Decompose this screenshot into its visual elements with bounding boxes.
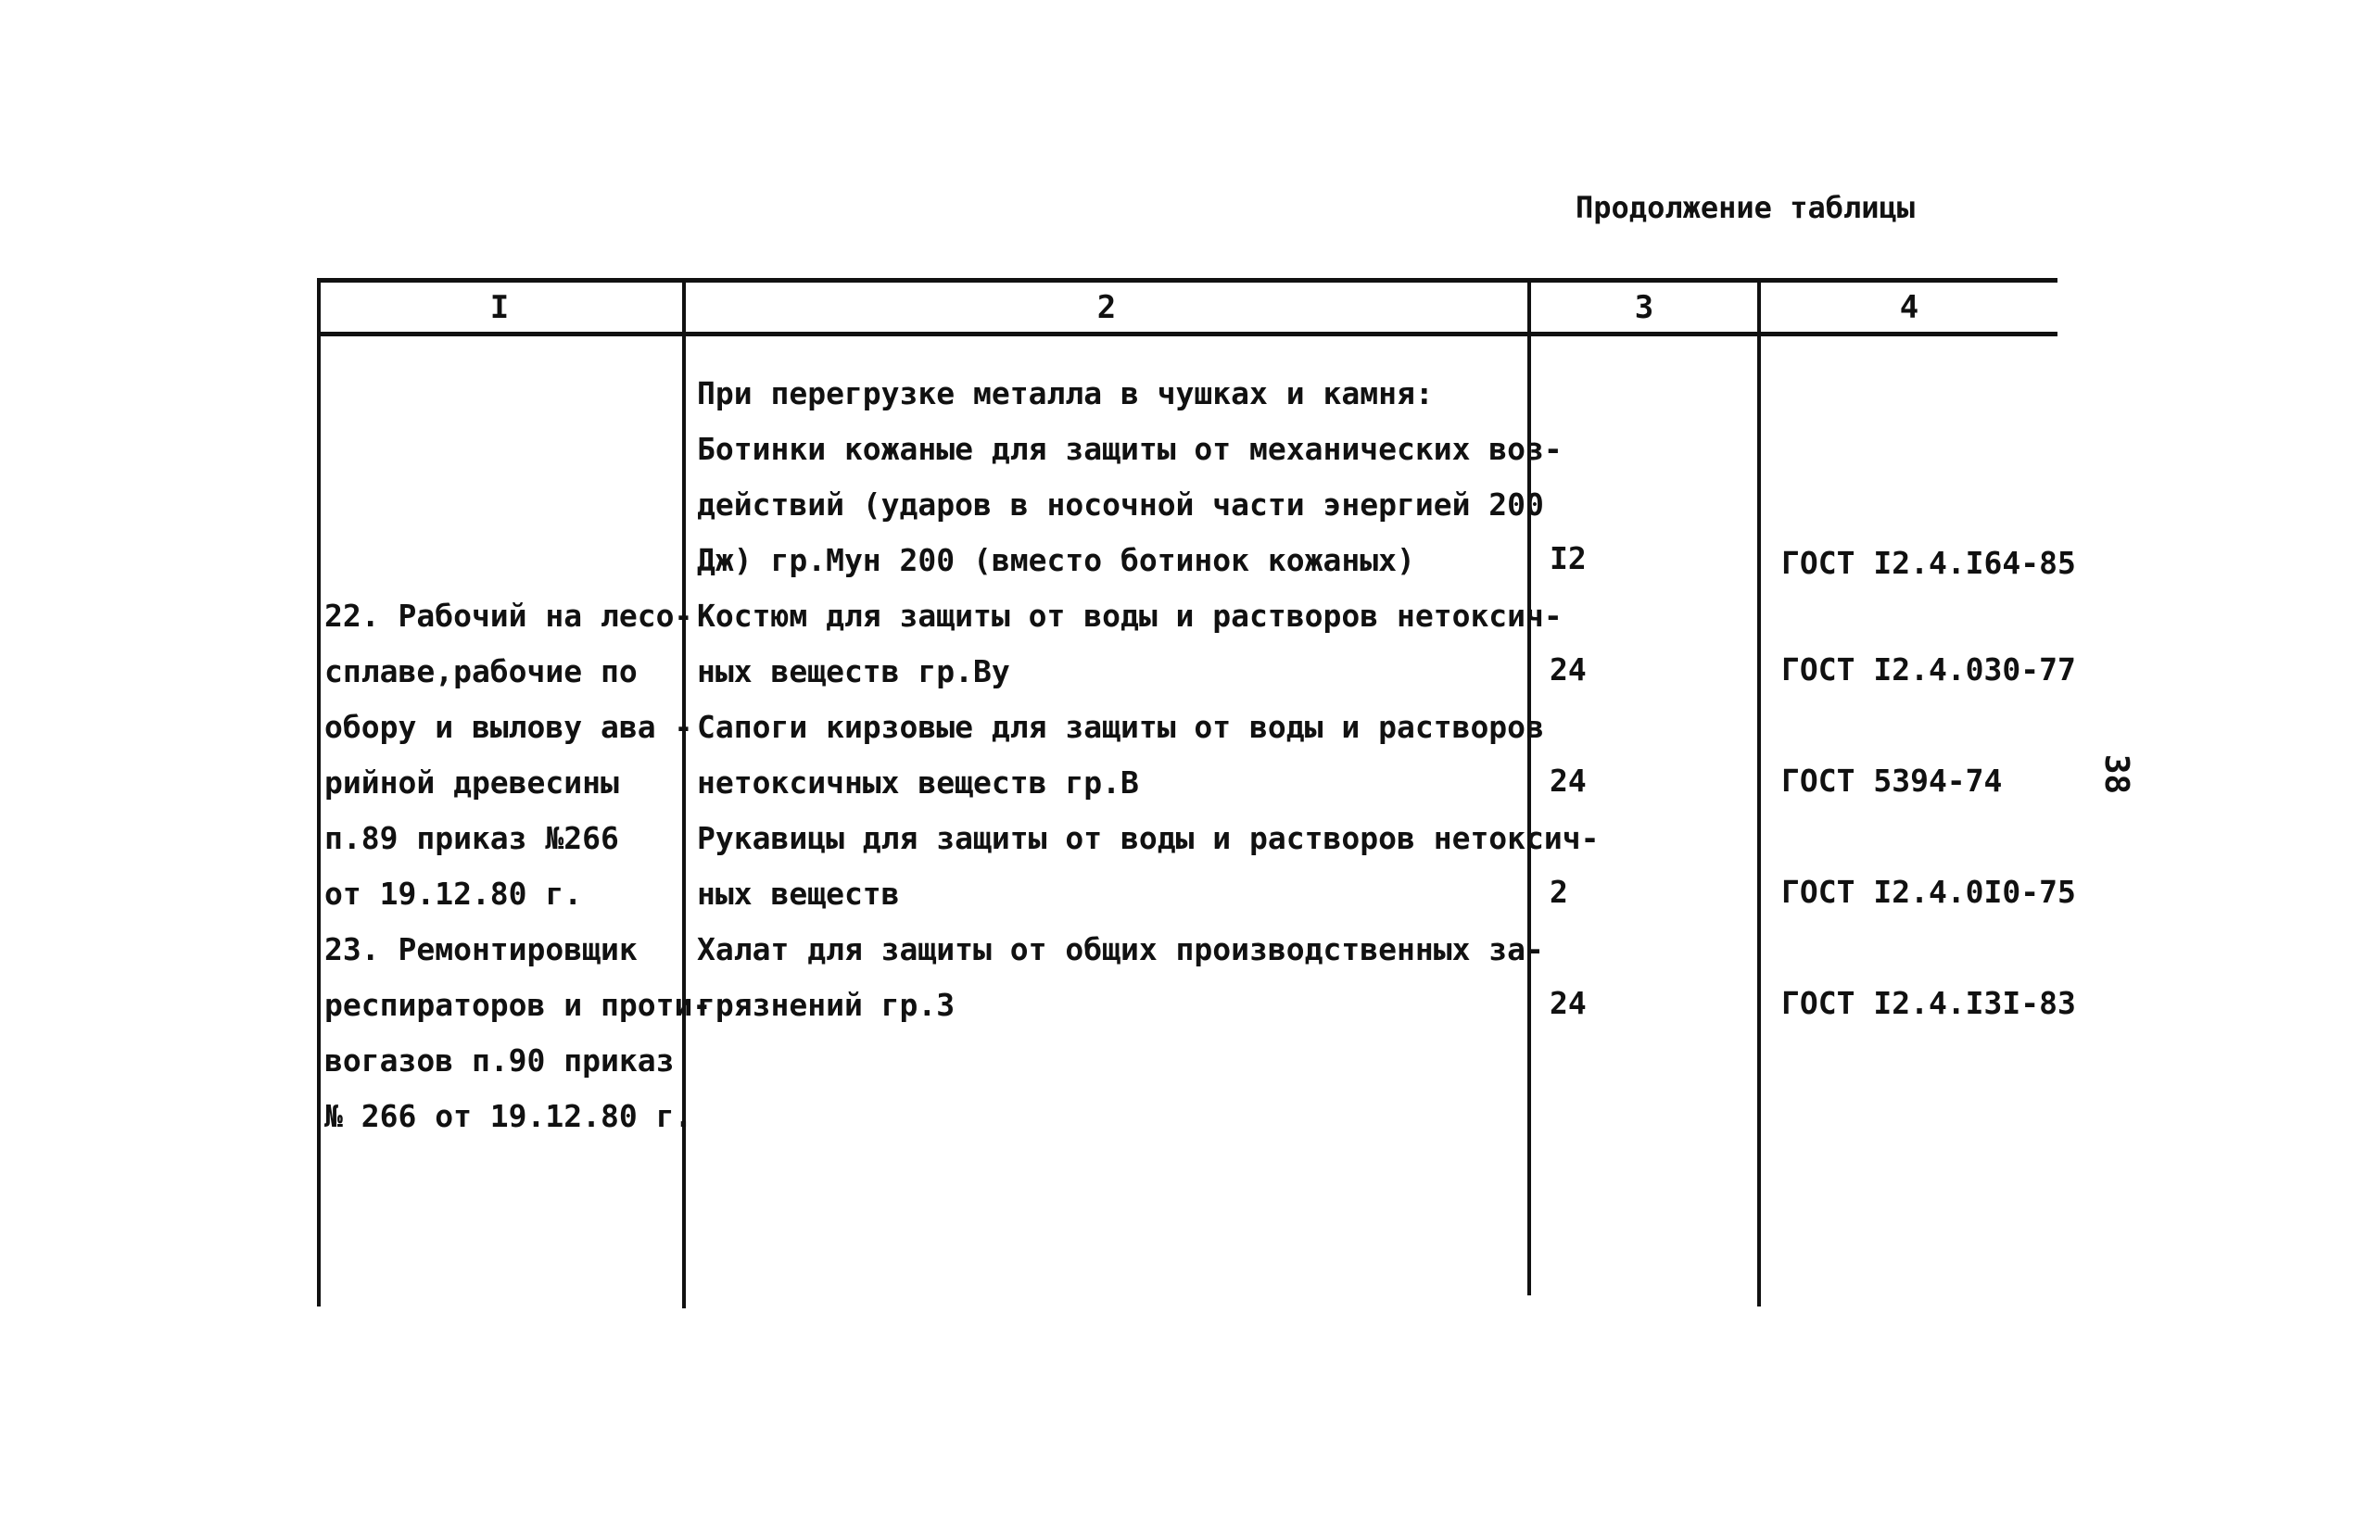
equipment-line: ных веществ гр.Ву xyxy=(697,653,1010,689)
equipment-line: действий (ударов в носочной части энергией 200 xyxy=(697,486,1544,523)
equipment-line: При перегрузке металла в чушках и камня: xyxy=(697,375,1434,411)
wear-period-value: I2 xyxy=(1550,540,1587,576)
wear-period-value: 24 xyxy=(1550,651,1587,688)
profession-line: п.89 приказ №266 xyxy=(324,820,619,856)
column-header-2: 2 xyxy=(1096,289,1117,326)
equipment-line: грязнений гр.З xyxy=(697,987,956,1023)
page-number: 38 xyxy=(2097,753,2136,795)
wear-period-value: 24 xyxy=(1550,985,1587,1021)
standard-reference: ГОСТ I2.4.030-77 xyxy=(1781,651,2076,688)
profession-line: респираторов и проти- xyxy=(324,987,712,1023)
equipment-line: Ботинки кожаные для защиты от механических воз- xyxy=(697,431,1563,467)
profession-line: от 19.12.80 г. xyxy=(324,876,583,912)
column-border-left xyxy=(317,278,321,1306)
profession-line: сплаве,рабочие по xyxy=(324,653,638,689)
page-heading: Продолжение таблицы xyxy=(1576,190,1916,225)
equipment-line: Костюм для защиты от воды и растворов нетоксич- xyxy=(697,598,1563,634)
profession-line: вогазов п.90 приказ xyxy=(324,1042,675,1079)
wear-period-value: 24 xyxy=(1550,763,1587,799)
equipment-line: Сапоги кирзовые для защиты от воды и растворов xyxy=(697,709,1544,745)
standard-reference: ГОСТ I2.4.I3I-83 xyxy=(1781,985,2076,1021)
column-header-1: I xyxy=(489,289,510,326)
column-header-3: 3 xyxy=(1634,289,1654,326)
column-border-3 xyxy=(1757,278,1761,1306)
profession-line: 22. Рабочий на лесо- xyxy=(324,598,693,634)
wear-period-value: 2 xyxy=(1550,874,1568,910)
profession-line: № 266 от 19.12.80 г. xyxy=(324,1098,693,1134)
table-header-rule xyxy=(317,332,2057,336)
equipment-line: Рукавицы для защиты от воды и растворов нетоксич- xyxy=(697,820,1600,856)
profession-line: рийной древесины xyxy=(324,764,619,801)
equipment-line: Халат для защиты от общих производственных за- xyxy=(697,931,1544,967)
profession-line: 23. Ремонтировщик xyxy=(324,931,638,967)
table-top-rule xyxy=(317,278,2057,283)
standard-reference: ГОСТ I2.4.I64-85 xyxy=(1781,545,2076,581)
equipment-line: Дж) гр.Мун 200 (вместо ботинок кожаных) xyxy=(697,542,1415,578)
profession-line: обору и вылову ава - xyxy=(324,709,693,745)
standard-reference: ГОСТ I2.4.0I0-75 xyxy=(1781,874,2076,910)
column-header-4: 4 xyxy=(1899,289,1919,326)
standard-reference: ГОСТ 5394-74 xyxy=(1781,763,2003,799)
column-border-1 xyxy=(682,278,686,1308)
equipment-line: нетоксичных веществ гр.В xyxy=(697,764,1139,801)
data-table xyxy=(317,278,2076,1306)
equipment-line: ных веществ xyxy=(697,876,900,912)
